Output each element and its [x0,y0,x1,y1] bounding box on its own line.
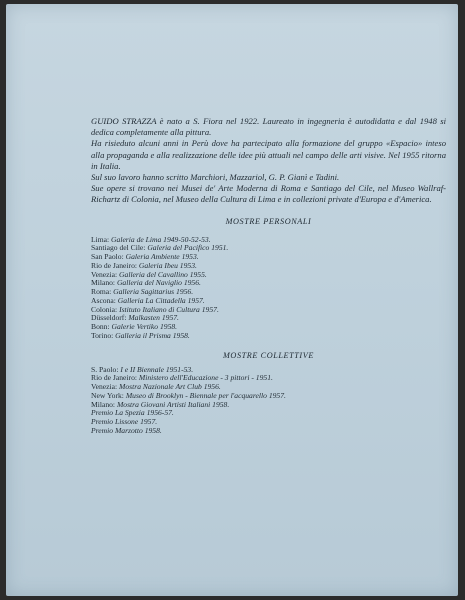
section-heading-collettive: MOSTRE COLLETTIVE [223,350,314,360]
list-item-city: Lima: [91,234,110,244]
document-page [6,4,458,596]
list-item-place: Premio Lissone 1957. [91,417,158,427]
list-item-place: Galleria del Naviglio 1956. [116,278,201,288]
list-item-place: Ministero dell'Educazione - 3 pittori - 1951. [138,373,273,383]
list-item-place: Galeria del Pacifico 1951. [147,243,229,253]
page-content [91,116,446,436]
section-heading-personali: MOSTRE PERSONALI [225,216,312,226]
bio-paragraph: Ha risieduto alcuni anni in Perù dove ha partecipato alla formazione del gruppo «Espacio» inteso alla propaganda e alla realizzazione delle idee più attuali nel campo delle arti visive. Nel 1955 ritorna in Italia. [91,138,446,171]
list-item-place: Galleria del Cavallino 1955. [119,269,207,279]
list-item [91,427,446,436]
bio-paragraph: Sul suo lavoro hanno scritto Marchiori, Mazzariol, G. P. Gianì e Tadini. [91,172,340,183]
list-item-city: Ascona: [91,295,116,305]
list-item-place: Galleria Sagittarius 1956. [113,287,194,297]
list-item-city: Rio de Janeiro: [91,373,137,383]
list-item-place: Galerie Vertiko 1958. [111,322,178,332]
list-item-city: Colonia: [91,304,118,314]
list-item-city: New York: [91,390,124,400]
list-item-place: Galeria Ambiente 1953. [125,252,199,262]
list-item-city: Venezia: [91,382,118,392]
list-item-city: Düsseldorf: [91,313,127,323]
list-item-city: S. Paolo: [91,364,119,374]
bio-paragraph: Sue opere si trovano nei Musei de' Arte Moderna di Roma e Santiago del Cile, nel Museo Wallraf-Richartz di Colonia, nel Museo della Cultura di Lima e in collezioni private d'Europa e d'America. [91,183,446,205]
list-item-city: Roma: [91,287,112,297]
list-item-city: Milano: [91,399,116,409]
list-item-place: Premio La Spezia 1956-57. [91,408,174,418]
biography [91,116,446,206]
list-item-city: Santiago del Cile: [91,243,146,253]
list-item-place: Galleria il Prisma 1958. [115,330,190,340]
list-item-place: Galeria de Lima 1949-50-52-53. [111,234,211,244]
list-item-place: Galleria La Cittadella 1957. [117,295,205,305]
list-item-city: Bonn: [91,322,110,332]
list-item-city: Rio de Janeiro: [91,260,137,270]
list-item-place: Mostra Nazionale Art Club 1956. [119,382,221,392]
list-item-city: San Paolo: [91,252,124,262]
list-item-place: I e II Biennale 1951-53. [120,364,194,374]
list-item-city: Milano: [91,278,116,288]
list-item-place: Premio Marzotto 1958. [91,425,162,435]
list-item-city: Venezia: [91,269,118,279]
list-item-place: Mostra Giovani Artisti Italiani 1958. [116,399,230,409]
list-item-city: Torino: [91,330,114,340]
list-item [91,332,446,341]
list-item-place: Malkasten 1957. [128,313,179,323]
list-item-place: Istituto Italiano di Cultura 1957. [119,304,219,314]
personali-list [91,236,446,341]
bio-paragraph: GUIDO STRAZZA è nato a S. Fiora nel 1922. Laureato in ingegneria è autodidatta e dal 1948 si dedica completamente alla pittura. [91,116,446,138]
collettive-list [91,366,446,436]
list-item-place: Galeria Ibeu 1953. [138,260,197,270]
list-item-place: Museo di Brooklyn - Biennale per l'acquarello 1957. [125,390,286,400]
